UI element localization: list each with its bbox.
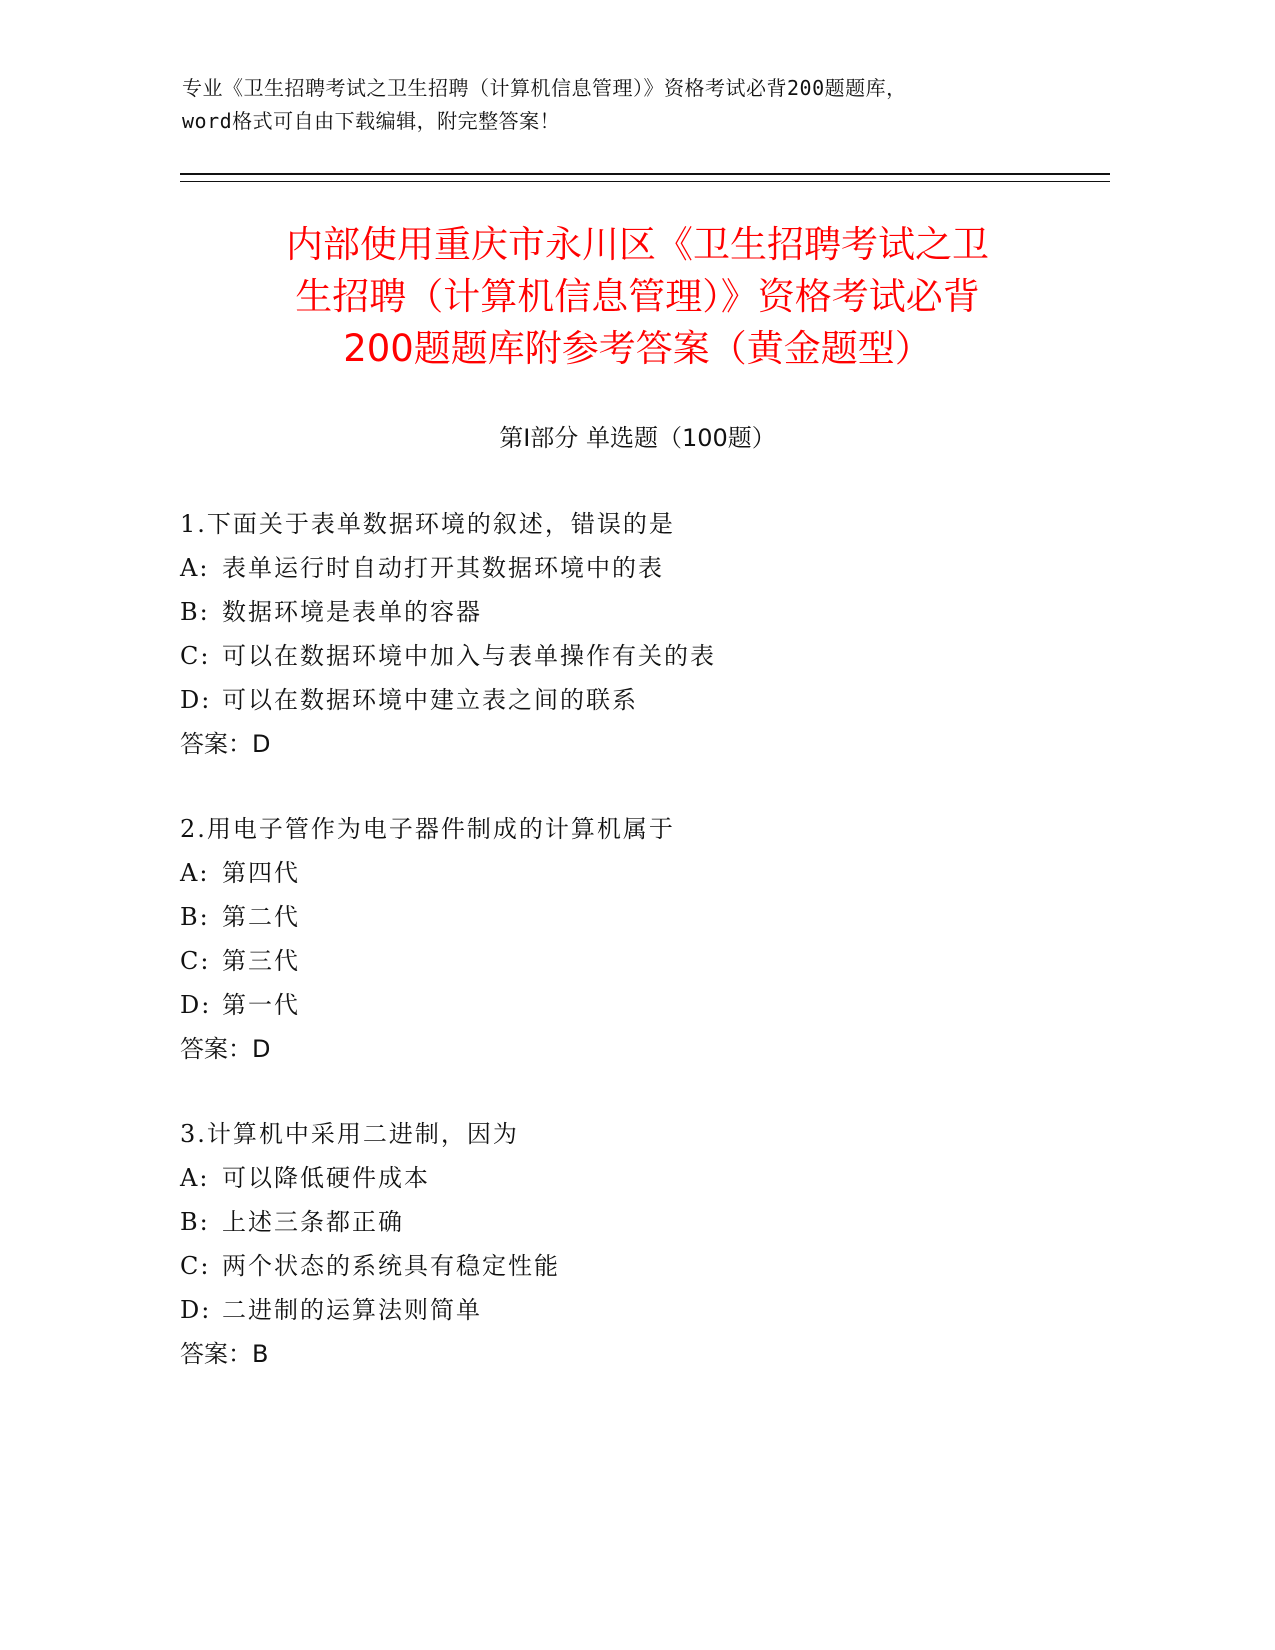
option-a (180, 851, 1080, 895)
question-1 (180, 502, 1080, 766)
option-letter: B: (180, 1208, 210, 1236)
option-text: 上述三条都正确 (222, 1208, 404, 1236)
answer-line: 答案：D (180, 1035, 271, 1063)
question-stem: 3.计算机中采用二进制，因为 (180, 1120, 519, 1148)
option-letter: C: (180, 642, 211, 670)
document-title-line-1: 内部使用重庆市永川区《卫生招聘考试之卫 (286, 223, 989, 266)
question-stem: 1.下面关于表单数据环境的叙述，错误的是 (180, 510, 675, 538)
option-letter: B: (180, 903, 210, 931)
option-d (180, 983, 1080, 1027)
document-title-line-2: 生招聘（计算机信息管理）》资格考试必背 (295, 275, 980, 318)
header-note-line-2: word格式可自由下载编辑，附完整答案！ (182, 109, 561, 133)
option-text: 第一代 (222, 991, 300, 1019)
option-letter: B: (180, 598, 210, 626)
option-letter: A: (180, 859, 210, 887)
question-3 (180, 1112, 1080, 1376)
option-c (180, 1244, 1080, 1288)
option-text: 可以在数据环境中加入与表单操作有关的表 (222, 642, 716, 670)
option-d (180, 1288, 1080, 1332)
option-text: 第三代 (222, 947, 300, 975)
option-a (180, 546, 1080, 590)
question-2 (180, 807, 1080, 1071)
option-text: 数据环境是表单的容器 (222, 598, 482, 626)
answer-line: 答案：D (180, 730, 271, 758)
option-c (180, 939, 1080, 983)
option-letter: D: (180, 1296, 212, 1324)
option-text: 可以在数据环境中建立表之间的联系 (222, 686, 638, 714)
option-letter: C: (180, 1252, 211, 1280)
option-letter: D: (180, 686, 212, 714)
option-b (180, 1200, 1080, 1244)
option-c (180, 634, 1080, 678)
option-a (180, 1156, 1080, 1200)
section-title: 第Ⅰ部分 单选题（100题） (499, 424, 776, 452)
option-letter: D: (180, 991, 212, 1019)
option-text: 第二代 (222, 903, 300, 931)
answer-line: 答案：B (180, 1340, 269, 1368)
option-text: 二进制的运算法则简单 (222, 1296, 482, 1324)
document-title (160, 219, 1115, 375)
option-text: 可以降低硬件成本 (222, 1164, 430, 1192)
option-text: 两个状态的系统具有稳定性能 (222, 1252, 560, 1280)
option-text: 第四代 (222, 859, 300, 887)
option-d (180, 678, 1080, 722)
header-divider-thin (180, 181, 1110, 182)
document-title-line-3: 200题题库附参考答案（黄金题型） (343, 327, 932, 370)
header-note-line-1: 专业《卫生招聘考试之卫生招聘（计算机信息管理）》资格考试必背200题题库， (182, 76, 907, 100)
option-letter: C: (180, 947, 211, 975)
option-letter: A: (180, 1164, 210, 1192)
header-note (182, 72, 1092, 138)
option-b (180, 590, 1080, 634)
option-letter: A: (180, 554, 210, 582)
header-divider-thick (180, 173, 1110, 175)
option-text: 表单运行时自动打开其数据环境中的表 (222, 554, 664, 582)
question-stem: 2.用电子管作为电子器件制成的计算机属于 (180, 815, 675, 843)
option-b (180, 895, 1080, 939)
